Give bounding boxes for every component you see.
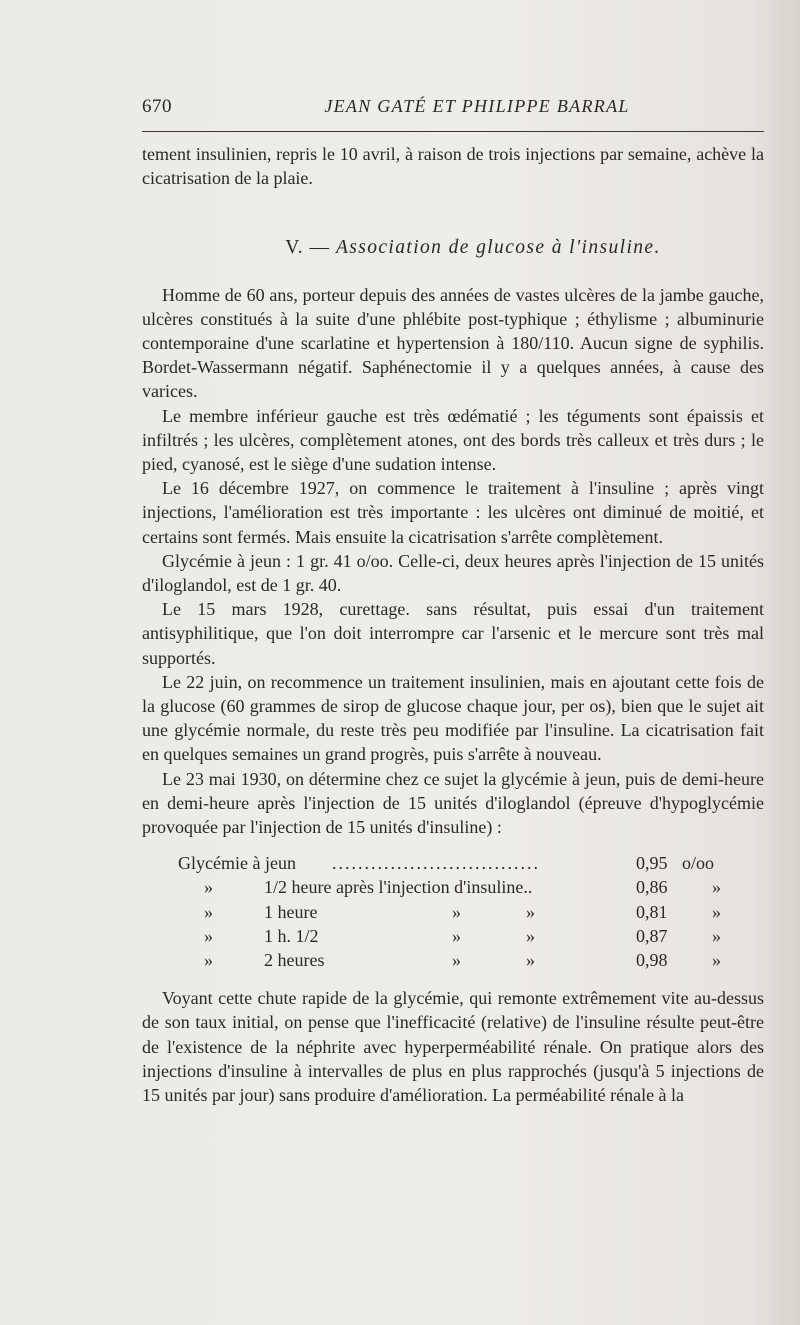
paragraph: Le 23 mai 1930, on détermine chez ce sujet la glycémie à jeun, puis de demi-heure en demi-heure après l'injection de 15 unités d'iloglandol (épreuve d'hypoglycémie provoquée par l'injection de 15 unités d'insuline) :: [142, 768, 764, 838]
glycemia-table: [142, 851, 764, 972]
row-label: Glycémie à jeun: [178, 853, 296, 874]
row-unit: o/oo: [682, 853, 715, 874]
page-number: 670: [142, 96, 172, 117]
ditto-mark: »: [526, 925, 535, 946]
leader-dots: ................................: [332, 853, 540, 874]
paragraph: Le 15 mars 1928, curettage. sans résultat, puis essai d'un traitement antisyphilitique, que l'on doit interrompre car l'arsenic et le mercure sont très mal supportés.: [142, 599, 764, 668]
page-body: [142, 142, 764, 1107]
glycemia-row: [142, 875, 764, 899]
section-heading: [142, 236, 764, 260]
paragraph: Le 16 décembre 1927, on commence le traitement à l'insuline ; après vingt injections, l'amélioration est très importante : les ulcères ont diminué de moitié, et certains sont fermés. Mais ensuite la cicatrisation s'arrête complètement.: [142, 478, 764, 547]
glycemia-row: [142, 924, 764, 948]
row-value: 0,95: [636, 853, 668, 874]
paragraph: Homme de 60 ans, porteur depuis des années de vastes ulcères de la jambe gauche, ulcères constitués à la suite d'une phlébite post-typhique ; éthylisme ; albuminurie contemporaine d'une scarlatine et hypertension à 180/110. Aucun signe de syphilis. Bordet-Wassermann négatif. Saphénectomie il y a quelques années, à cause des varices.: [142, 284, 764, 402]
row-value: 0,98: [636, 950, 668, 971]
row-unit: »: [712, 877, 721, 898]
ditto-mark: »: [452, 901, 461, 922]
header-rule: [142, 131, 764, 132]
ditto-mark: »: [452, 925, 461, 946]
running-title: JEAN GATÉ ET PHILIPPE BARRAL: [324, 96, 630, 116]
section-number: V. —: [285, 237, 331, 259]
row-value: 0,81: [636, 901, 668, 922]
paragraph: Glycémie à jeun : 1 gr. 41 o/oo. Celle-ci, deux heures après l'injection de 15 unités d'iloglandol, est de 1 gr. 40.: [142, 550, 764, 596]
row-label: 1/2 heure après l'injection d'insuline..: [264, 877, 533, 898]
paragraph: tement insulinien, repris le 10 avril, à raison de trois injections par semaine, achève la cicatrisation de la plaie.: [142, 144, 764, 189]
paragraph: Le 22 juin, on recommence un traitement insulinien, mais en ajoutant cette fois de la glucose (60 grammes de sirop de glucose chaque jour, per os), bien que le sujet ait une glycémie normale, du reste très peu modifiée par l'insuline. La cicatrisation fait en quelques semaines un grand progrès, puis s'arrête à nouveau.: [142, 671, 764, 765]
glycemia-row: [142, 900, 764, 924]
glycemia-row: [142, 948, 764, 972]
ditto-mark: »: [452, 950, 461, 971]
glycemia-row: [142, 851, 764, 875]
row-unit: »: [712, 950, 721, 971]
row-label: 2 heures: [264, 950, 325, 971]
paragraph: Le membre inférieur gauche est très œdématié ; les téguments sont épaissis et infiltrés ; les ulcères, complètement atones, ont des bords très calleux et très durs ; le pied, cyanosé, est le siège d'une sudation intense.: [142, 405, 764, 475]
ditto-mark: »: [204, 950, 213, 971]
section-title: Association de glucose à l'insuline.: [335, 237, 661, 259]
ditto-mark: »: [204, 877, 213, 898]
row-unit: »: [712, 925, 721, 946]
row-label: 1 heure: [264, 901, 318, 922]
page-header: [142, 96, 764, 126]
row-value: 0,86: [636, 877, 668, 898]
ditto-mark: »: [204, 925, 213, 946]
row-value: 0,87: [636, 925, 668, 946]
ditto-mark: »: [526, 901, 535, 922]
row-unit: »: [712, 901, 721, 922]
paragraph: Voyant cette chute rapide de la glycémie, qui remonte extrêmement vite au-dessus de son taux initial, on pense que l'inefficacité (relative) de l'insuline résulte peut-être de l'existence de la néphrite avec hyperperméabilité rénale. On pratique alors des injections d'insuline à intervalles de plus en plus rapprochés (jusqu'à 5 injections de 15 unités par jour) sans produire d'amélioration. La perméabilité rénale à la: [142, 988, 764, 1106]
ditto-mark: »: [204, 901, 213, 922]
row-label: 1 h. 1/2: [264, 925, 319, 946]
ditto-mark: »: [526, 950, 535, 971]
